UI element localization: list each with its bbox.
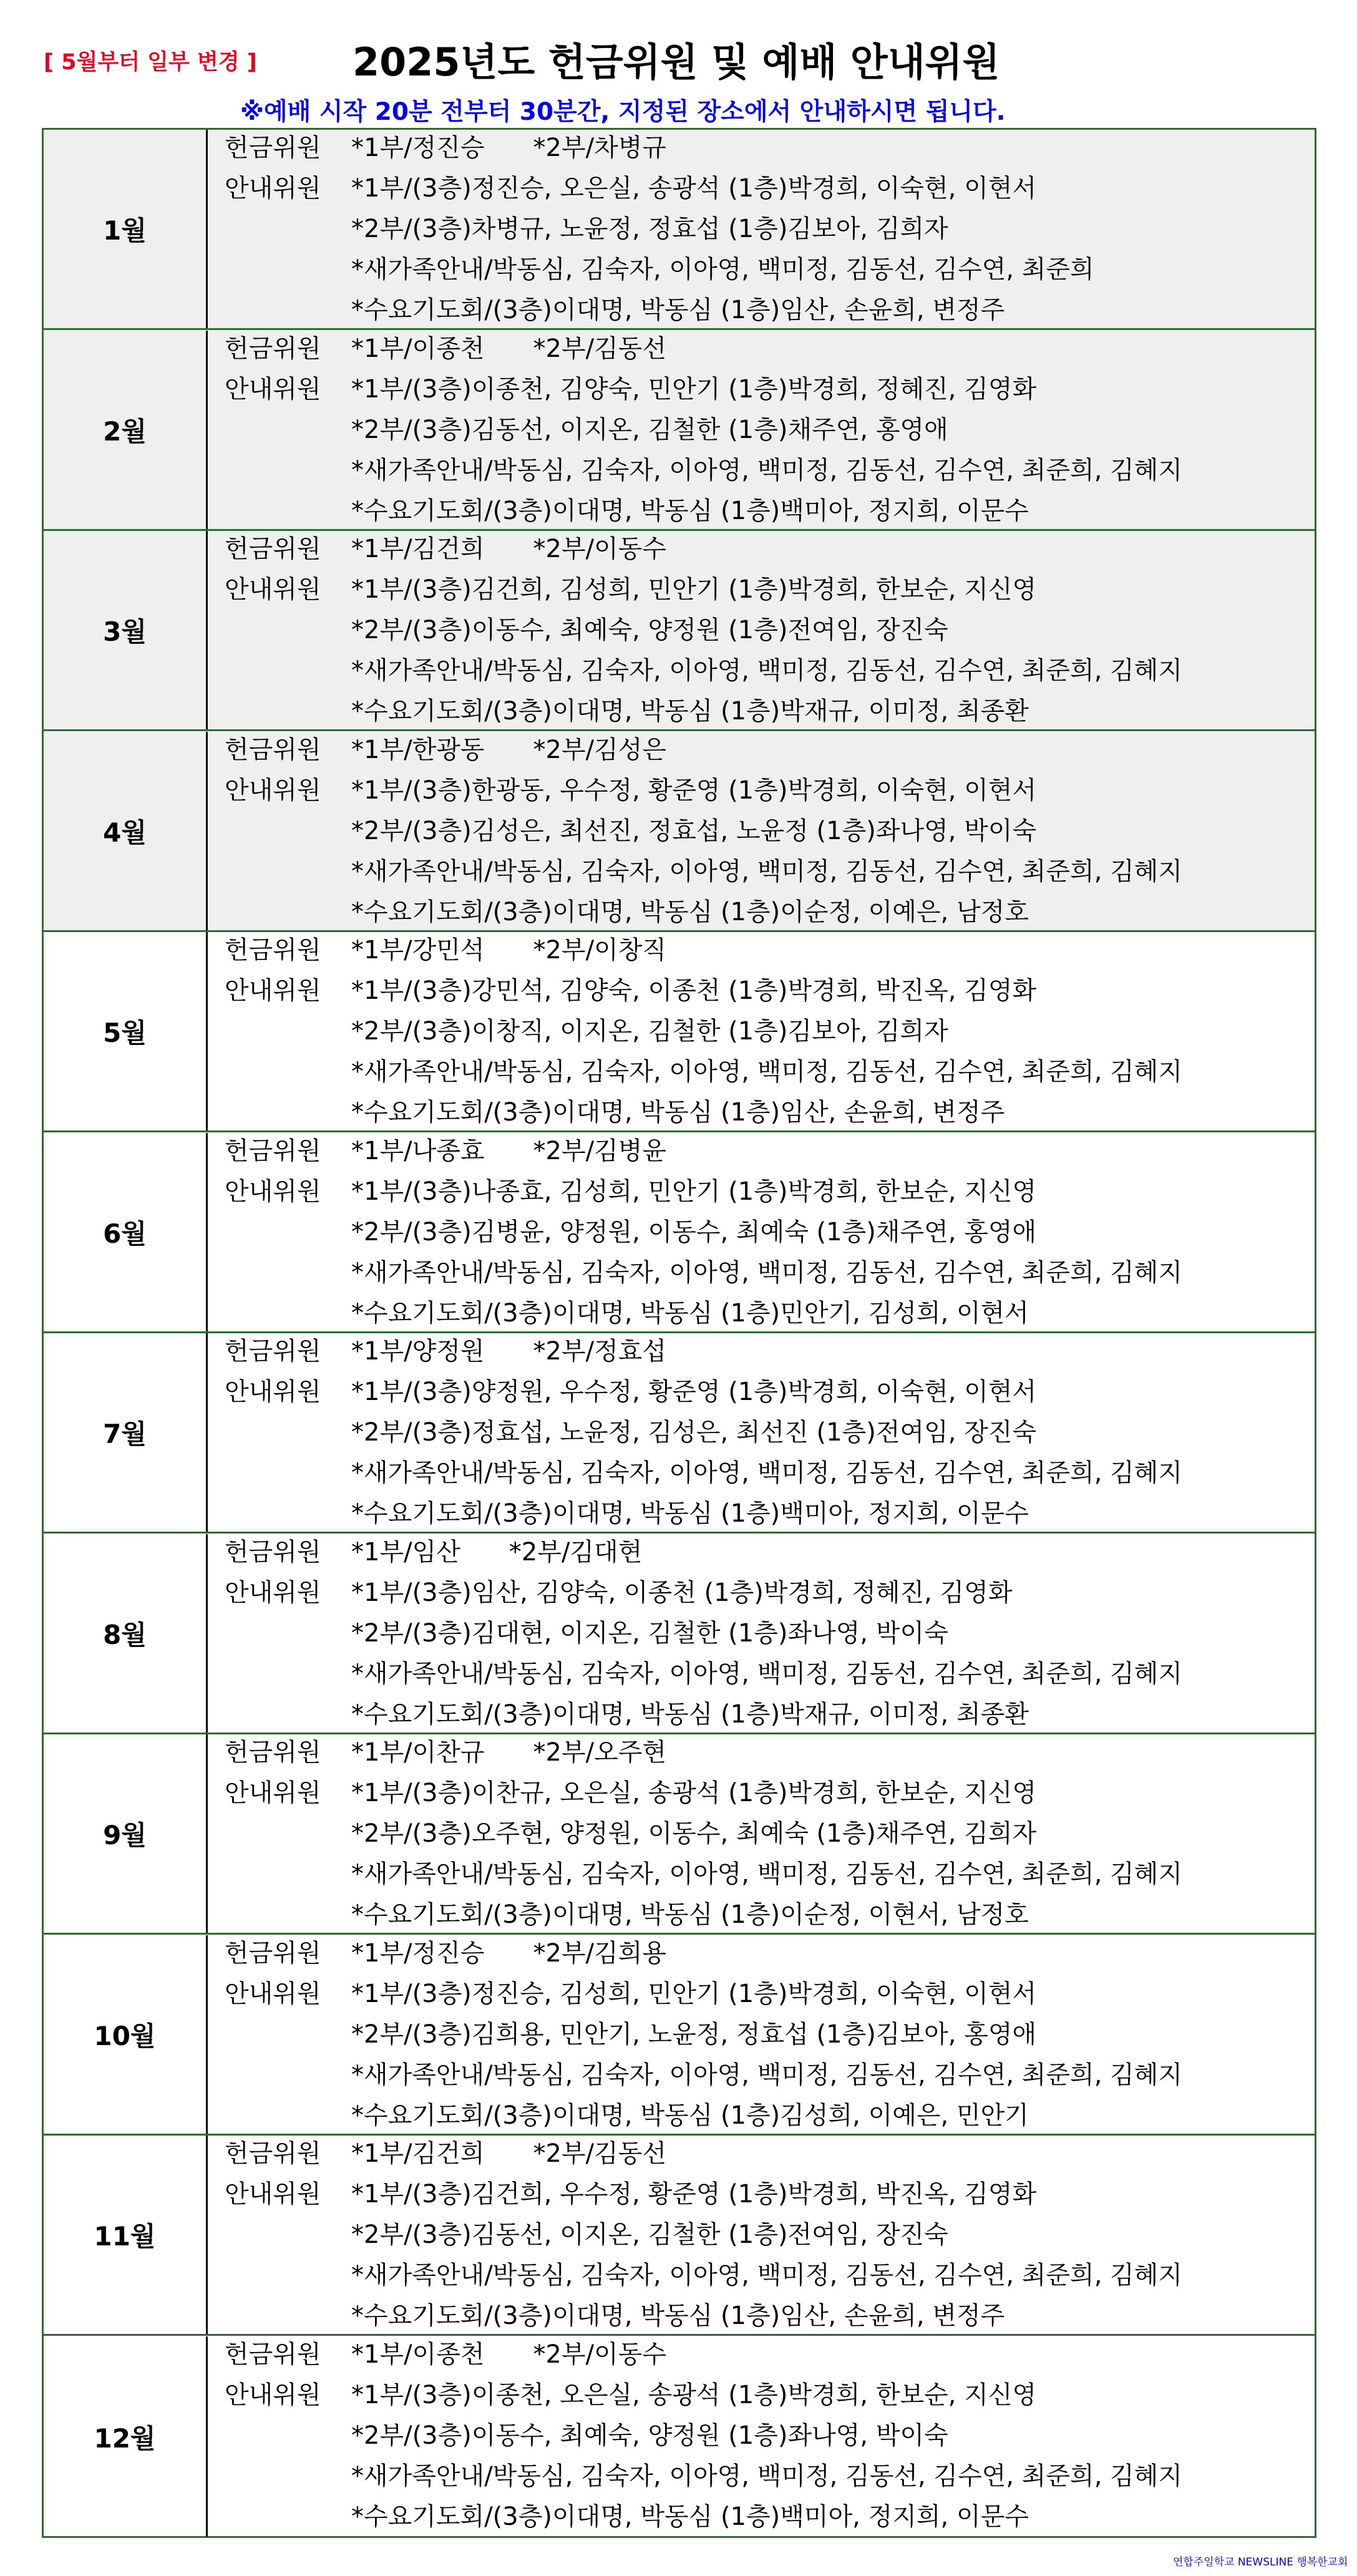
new-family-guide-line: *새가족안내/박동심, 김숙자, 이아영, 백미정, 김동선, 김수연, 최준희, 김혜지 (351, 857, 1183, 886)
month-row (44, 130, 1315, 330)
page-title: 2025년도 헌금위원 및 예배 안내위원 (353, 39, 1000, 85)
offering-first-service: *1부/나종효 (351, 1137, 485, 1165)
month-row (44, 1333, 1315, 1533)
wednesday-prayer-line: *수요기도회/(3층)이대명, 박동심 (1층)임산, 손윤희, 변정주 (351, 296, 1005, 324)
month-label: 3월 (44, 531, 208, 729)
month-row (44, 2136, 1315, 2336)
month-label: 8월 (44, 1534, 208, 1733)
offering-second-service: *2부/이동수 (533, 535, 666, 563)
usher-second-service-line: *2부/(3층)김동선, 이지온, 김철한 (1층)채주연, 홍영애 (351, 416, 948, 444)
usher-second-service-line: *2부/(3층)이창직, 이지온, 김철한 (1층)김보아, 김희자 (351, 1017, 948, 1046)
usher-role-label: 안내위원 (225, 1378, 321, 1406)
offering-second-service: *2부/이동수 (533, 2340, 666, 2369)
offering-first-service: *1부/이종천 (351, 334, 485, 363)
offering-second-service: *2부/김동선 (533, 334, 666, 363)
offering-second-service: *2부/김동선 (533, 2139, 666, 2168)
offering-first-service: *1부/정진승 (351, 1939, 485, 1968)
month-label: 2월 (44, 331, 208, 529)
month-label: 7월 (44, 1333, 208, 1532)
schedule-table (42, 128, 1316, 2538)
offering-line (351, 1733, 666, 1772)
offering-first-service: *1부/정진승 (351, 134, 485, 162)
month-label: 10월 (44, 1935, 208, 2134)
usher-role-label: 안내위원 (225, 1779, 321, 1807)
offering-line (351, 930, 666, 970)
usher-second-service-line: *2부/(3층)김대현, 이지온, 김철한 (1층)좌나영, 박이숙 (351, 1619, 948, 1648)
month-label: 1월 (44, 130, 208, 328)
offering-second-service: *2부/오주현 (533, 1738, 666, 1767)
usher-role-label: 안내위원 (225, 375, 321, 404)
usher-second-service-line: *2부/(3층)차병규, 노윤정, 정효섭 (1층)김보아, 김희자 (351, 215, 948, 243)
wednesday-prayer-line: *수요기도회/(3층)이대명, 박동심 (1층)백미아, 정지희, 이문수 (351, 2502, 1029, 2531)
new-family-guide-line: *새가족안내/박동심, 김숙자, 이아영, 백미정, 김동선, 김수연, 최준희, 김혜지 (351, 1459, 1183, 1487)
offering-first-service: *1부/이찬규 (351, 1738, 485, 1767)
page-subtitle: ※예배 시작 20분 전부터 30분간, 지정된 장소에서 안내하시면 됩니다. (240, 98, 1006, 126)
month-row (44, 1935, 1315, 2136)
month-label: 4월 (44, 732, 208, 930)
usher-second-service-line: *2부/(3층)김동선, 이지온, 김철한 (1층)전여임, 장진숙 (351, 2220, 948, 2249)
offering-role-label: 헌금위원 (225, 936, 321, 965)
offering-line (351, 2335, 666, 2374)
offering-role-label: 헌금위원 (225, 134, 321, 162)
month-row (44, 732, 1315, 932)
new-family-guide-line: *새가족안내/박동심, 김숙자, 이아영, 백미정, 김동선, 김수연, 최준희, 김혜지 (351, 456, 1183, 485)
wednesday-prayer-line: *수요기도회/(3층)이대명, 박동심 (1층)박재규, 이미정, 최종환 (351, 1700, 1029, 1729)
month-row (44, 331, 1315, 531)
usher-role-label: 안내위원 (225, 1980, 321, 2008)
change-notice: [ 5월부터 일부 변경 ] (44, 50, 257, 75)
usher-role-label: 안내위원 (225, 976, 321, 1005)
new-family-guide-line: *새가족안내/박동심, 김숙자, 이아영, 백미정, 김동선, 김수연, 최준희, 김혜지 (351, 1057, 1183, 1086)
offering-second-service: *2부/김병윤 (533, 1137, 666, 1165)
new-family-guide-line: *새가족안내/박동심, 김숙자, 이아영, 백미정, 김동선, 김수연, 최준희, 김혜지 (351, 2061, 1183, 2089)
usher-role-label: 안내위원 (225, 2381, 321, 2409)
usher-first-service-line: *1부/(3층)이종천, 오은실, 송광석 (1층)박경희, 한보순, 지신영 (351, 2381, 1037, 2409)
usher-role-label: 안내위원 (225, 1177, 321, 1206)
offering-line (351, 1933, 666, 1973)
usher-role-label: 안내위원 (225, 2180, 321, 2209)
offering-first-service: *1부/임산 (351, 1538, 460, 1567)
offering-first-service: *1부/김건희 (351, 2139, 485, 2168)
offering-first-service: *1부/김건희 (351, 535, 485, 563)
offering-line (351, 730, 666, 770)
usher-role-label: 안내위원 (225, 174, 321, 203)
month-label: 9월 (44, 1734, 208, 1933)
offering-role-label: 헌금위원 (225, 1538, 321, 1567)
usher-second-service-line: *2부/(3층)김병윤, 양정원, 이동수, 최예숙 (1층)채주연, 홍영애 (351, 1218, 1037, 1247)
month-row (44, 1734, 1315, 1935)
offering-line (351, 2134, 666, 2174)
offering-line (351, 1532, 642, 1572)
offering-role-label: 헌금위원 (225, 334, 321, 363)
offering-line (351, 529, 666, 569)
offering-role-label: 헌금위원 (225, 1939, 321, 1968)
wednesday-prayer-line: *수요기도회/(3층)이대명, 박동심 (1층)임산, 손윤희, 변정주 (351, 2301, 1005, 2330)
offering-second-service: *2부/이창직 (533, 936, 666, 965)
wednesday-prayer-line: *수요기도회/(3층)이대명, 박동심 (1층)백미아, 정지희, 이문수 (351, 497, 1029, 525)
offering-line (351, 1131, 666, 1171)
usher-first-service-line: *1부/(3층)이찬규, 오은실, 송광석 (1층)박경희, 한보순, 지신영 (351, 1779, 1037, 1807)
month-label: 5월 (44, 932, 208, 1130)
month-row (44, 2336, 1315, 2537)
month-row (44, 932, 1315, 1132)
offering-first-service: *1부/한광동 (351, 736, 485, 764)
offering-second-service: *2부/김성은 (533, 736, 666, 764)
new-family-guide-line: *새가족안내/박동심, 김숙자, 이아영, 백미정, 김동선, 김수연, 최준희 (351, 255, 1094, 284)
usher-second-service-line: *2부/(3층)오주현, 양정원, 이동수, 최예숙 (1층)채주연, 김희자 (351, 1819, 1037, 1848)
new-family-guide-line: *새가족안내/박동심, 김숙자, 이아영, 백미정, 김동선, 김수연, 최준희, 김혜지 (351, 656, 1183, 685)
month-row (44, 531, 1315, 731)
usher-first-service-line: *1부/(3층)임산, 김양숙, 이종천 (1층)박경희, 정혜진, 김영화 (351, 1578, 1013, 1607)
offering-role-label: 헌금위원 (225, 2139, 321, 2168)
month-row (44, 1133, 1315, 1333)
usher-first-service-line: *1부/(3층)강민석, 김양숙, 이종천 (1층)박경희, 박진옥, 김영화 (351, 976, 1037, 1005)
usher-first-service-line: *1부/(3층)이종천, 김양숙, 민안기 (1층)박경희, 정혜진, 김영화 (351, 375, 1037, 404)
usher-role-label: 안내위원 (225, 1578, 321, 1607)
offering-role-label: 헌금위원 (225, 1337, 321, 1366)
usher-first-service-line: *1부/(3층)정진승, 오은실, 송광석 (1층)박경희, 이숙현, 이현서 (351, 174, 1037, 203)
usher-first-service-line: *1부/(3층)한광동, 우수정, 황준영 (1층)박경희, 이숙현, 이현서 (351, 776, 1037, 805)
wednesday-prayer-line: *수요기도회/(3층)이대명, 박동심 (1층)이순정, 이예은, 남정호 (351, 898, 1029, 926)
offering-line (351, 1331, 666, 1371)
usher-role-label: 안내위원 (225, 575, 321, 604)
month-label: 11월 (44, 2136, 208, 2334)
usher-first-service-line: *1부/(3층)정진승, 김성희, 민안기 (1층)박경희, 이숙현, 이현서 (351, 1980, 1037, 2008)
offering-first-service: *1부/강민석 (351, 936, 485, 965)
offering-role-label: 헌금위원 (225, 1738, 321, 1767)
offering-role-label: 헌금위원 (225, 535, 321, 563)
usher-second-service-line: *2부/(3층)정효섭, 노윤정, 김성은, 최선진 (1층)전여임, 장진숙 (351, 1418, 1037, 1447)
offering-role-label: 헌금위원 (225, 1137, 321, 1165)
new-family-guide-line: *새가족안내/박동심, 김숙자, 이아영, 백미정, 김동선, 김수연, 최준희, 김혜지 (351, 1860, 1183, 1888)
footer-mark: 연합주일학교 NEWSLINE 행복한교회 (1173, 2556, 1348, 2569)
new-family-guide-line: *새가족안내/박동심, 김숙자, 이아영, 백미정, 김동선, 김수연, 최준희, 김혜지 (351, 2462, 1183, 2491)
offering-line (351, 128, 666, 168)
wednesday-prayer-line: *수요기도회/(3층)이대명, 박동심 (1층)김성희, 이예은, 민안기 (351, 2101, 1029, 2130)
new-family-guide-line: *새가족안내/박동심, 김숙자, 이아영, 백미정, 김동선, 김수연, 최준희, 김혜지 (351, 1660, 1183, 1688)
wednesday-prayer-line: *수요기도회/(3층)이대명, 박동심 (1층)박재규, 이미정, 최종환 (351, 697, 1029, 726)
offering-role-label: 헌금위원 (225, 2340, 321, 2369)
usher-second-service-line: *2부/(3층)이동수, 최예숙, 양정원 (1층)전여임, 장진숙 (351, 616, 948, 644)
usher-role-label: 안내위원 (225, 776, 321, 805)
new-family-guide-line: *새가족안내/박동심, 김숙자, 이아영, 백미정, 김동선, 김수연, 최준희, 김혜지 (351, 2261, 1183, 2290)
usher-first-service-line: *1부/(3층)김건희, 우수정, 황준영 (1층)박경희, 박진옥, 김영화 (351, 2180, 1037, 2209)
wednesday-prayer-line: *수요기도회/(3층)이대명, 박동심 (1층)민안기, 김성희, 이현서 (351, 1299, 1029, 1328)
usher-first-service-line: *1부/(3층)김건희, 김성희, 민안기 (1층)박경희, 한보순, 지신영 (351, 575, 1037, 604)
offering-first-service: *1부/이종천 (351, 2340, 485, 2369)
month-label: 6월 (44, 1133, 208, 1331)
offering-role-label: 헌금위원 (225, 736, 321, 764)
usher-second-service-line: *2부/(3층)이동수, 최예숙, 양정원 (1층)좌나영, 박이숙 (351, 2421, 948, 2450)
usher-second-service-line: *2부/(3층)김희용, 민안기, 노윤정, 정효섭 (1층)김보아, 홍영애 (351, 2020, 1037, 2049)
usher-first-service-line: *1부/(3층)나종효, 김성희, 민안기 (1층)박경희, 한보순, 지신영 (351, 1177, 1037, 1206)
offering-line (351, 329, 666, 369)
usher-second-service-line: *2부/(3층)김성은, 최선진, 정효섭, 노윤정 (1층)좌나영, 박이숙 (351, 817, 1037, 845)
wednesday-prayer-line: *수요기도회/(3층)이대명, 박동심 (1층)임산, 손윤희, 변정주 (351, 1098, 1005, 1127)
usher-first-service-line: *1부/(3층)양정원, 우수정, 황준영 (1층)박경희, 이숙현, 이현서 (351, 1378, 1037, 1406)
wednesday-prayer-line: *수요기도회/(3층)이대명, 박동심 (1층)이순정, 이현서, 남정호 (351, 1900, 1029, 1929)
offering-second-service: *2부/김대현 (508, 1538, 643, 1567)
offering-second-service: *2부/김희용 (533, 1939, 666, 1968)
month-label: 12월 (44, 2336, 208, 2537)
offering-first-service: *1부/양정원 (351, 1337, 485, 1366)
month-row (44, 1534, 1315, 1734)
offering-second-service: *2부/정효섭 (533, 1337, 666, 1366)
wednesday-prayer-line: *수요기도회/(3층)이대명, 박동심 (1층)백미아, 정지희, 이문수 (351, 1499, 1029, 1528)
offering-second-service: *2부/차병규 (533, 134, 666, 162)
new-family-guide-line: *새가족안내/박동심, 김숙자, 이아영, 백미정, 김동선, 김수연, 최준희, 김혜지 (351, 1258, 1183, 1287)
